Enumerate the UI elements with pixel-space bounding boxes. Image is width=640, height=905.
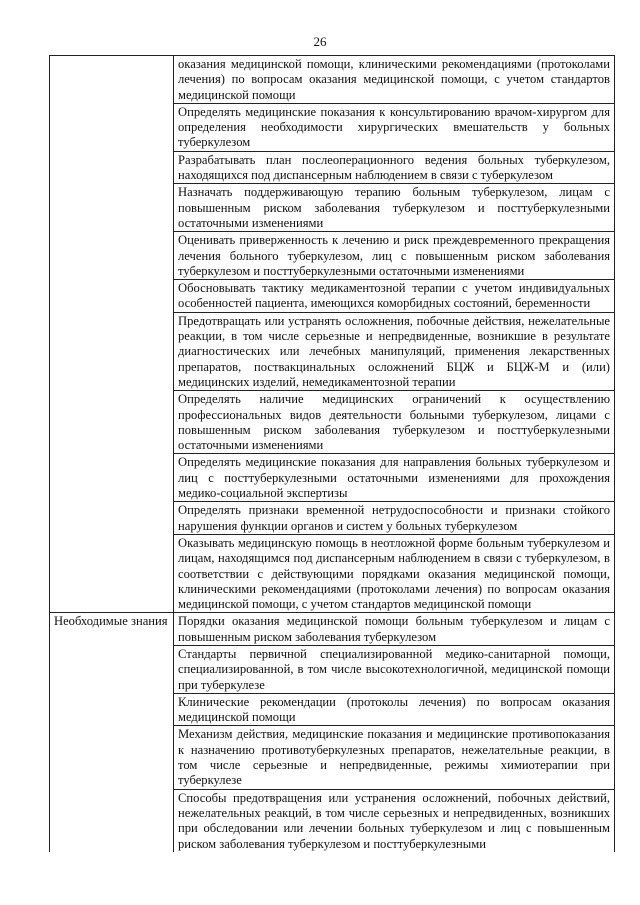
requirement-cell: Оценивать приверженность к лечению и риск преждевременного прекращения лечения больного туберкулезом, лиц с повышенным риском заболевания туберкулезом и посттуберкулезными остаточными изменениями xyxy=(174,232,615,280)
requirement-cell: Предотвращать или устранять осложнения, побочные действия, нежелательные реакции, в том числе серьезные и непредвиденные, возникшие в результате диагностических или лечебных манипуляций, применения лекарственных препаратов, поствакцинальных осложнений БЦЖ и БЦЖ-М и (или) медицинских изделий, немедикаментозной терапии xyxy=(174,312,615,390)
requirements-table xyxy=(49,55,615,852)
requirement-cell: Определять наличие медицинских ограничений к осуществлению профессиональных видов деятельности больными туберкулезом, лицами с повышенным риском заболевания туберкулезом и посттуберкулезными остаточными изменениями xyxy=(174,391,615,454)
table-row xyxy=(50,391,615,454)
requirement-cell: Определять медицинские показания к консультированию врачом-хирургом для определения необходимости хирургических вмешательств у больных туберкулезом xyxy=(174,103,615,151)
table-row xyxy=(50,56,615,104)
requirement-cell: Механизм действия, медицинские показания и медицинские противопоказания к назначению противотуберкулезных препаратов, нежелательные реакции, в том числе серьезные и непредвиденные, режимы химиотерапии при туберкулезе xyxy=(174,726,615,789)
table-row xyxy=(50,613,615,646)
requirement-cell: Способы предотвращения или устранения осложнений, побочных действий, нежелательных реакций, в том числе серьезных и непредвиденных, возникших при обследовании или лечении больных туберкулезом и лиц с повышенным риском заболевания туберкулезом и посттуберкулезными xyxy=(174,789,615,852)
requirement-cell: Разрабатывать план послеоперационного ведения больных туберкулезом, находящихся под диспансерным наблюдением в связи с туберкулезом xyxy=(174,151,615,184)
table-row xyxy=(50,454,615,502)
table-row xyxy=(50,693,615,726)
section-label xyxy=(50,56,174,104)
table-row xyxy=(50,645,615,693)
table-row xyxy=(50,312,615,390)
table-row xyxy=(50,534,615,612)
table-row xyxy=(50,726,615,789)
section-label: Необходимые знания xyxy=(50,613,174,646)
requirement-cell: Назначать поддерживающую терапию больным туберкулезом, лицам с повышенным риском заболевания туберкулезом и посттуберкулезными остаточными изменениями xyxy=(174,184,615,232)
page-number: 26 xyxy=(313,34,327,49)
table-row xyxy=(50,789,615,852)
requirement-cell: Обосновывать тактику медикаментозной терапии с учетом индивидуальных особенностей пациента, имеющихся коморбидных состояний, беременности xyxy=(174,280,615,313)
table-row xyxy=(50,151,615,184)
requirement-cell: Оказывать медицинскую помощь в неотложной форме больным туберкулезом и лицам, находящимся под диспансерным наблюдением в связи с туберкулезом, в соответствии с действующими порядками оказания медицинской помощи, клиническими рекомендациями (протоколами лечения) по вопросам оказания медицинской помощи, с учетом стандартов медицинской помощи xyxy=(174,534,615,612)
requirement-cell: Определять признаки временной нетрудоспособности и признаки стойкого нарушения функции органов и систем у больных туберкулезом xyxy=(174,502,615,535)
table-row xyxy=(50,103,615,151)
table-row xyxy=(50,232,615,280)
requirement-cell: Клинические рекомендации (протоколы лечения) по вопросам оказания медицинской помощи xyxy=(174,693,615,726)
table-row xyxy=(50,280,615,313)
requirement-cell: оказания медицинской помощи, клиническими рекомендациями (протоколами лечения) по вопросам оказания медицинской помощи, с учетом стандартов медицинской помощи xyxy=(174,56,615,104)
table-row xyxy=(50,502,615,535)
requirement-cell: Стандарты первичной специализированной медико-санитарной помощи, специализированной, в том числе высокотехнологичной, медицинской помощи при туберкулезе xyxy=(174,645,615,693)
requirement-cell: Порядки оказания медицинской помощи больным туберкулезом и лицам с повышенным риском заболевания туберкулезом xyxy=(174,613,615,646)
requirement-cell: Определять медицинские показания для направления больных туберкулезом и лиц с посттуберкулезными остаточными изменениями для прохождения медико-социальной экспертизы xyxy=(174,454,615,502)
table-row xyxy=(50,184,615,232)
